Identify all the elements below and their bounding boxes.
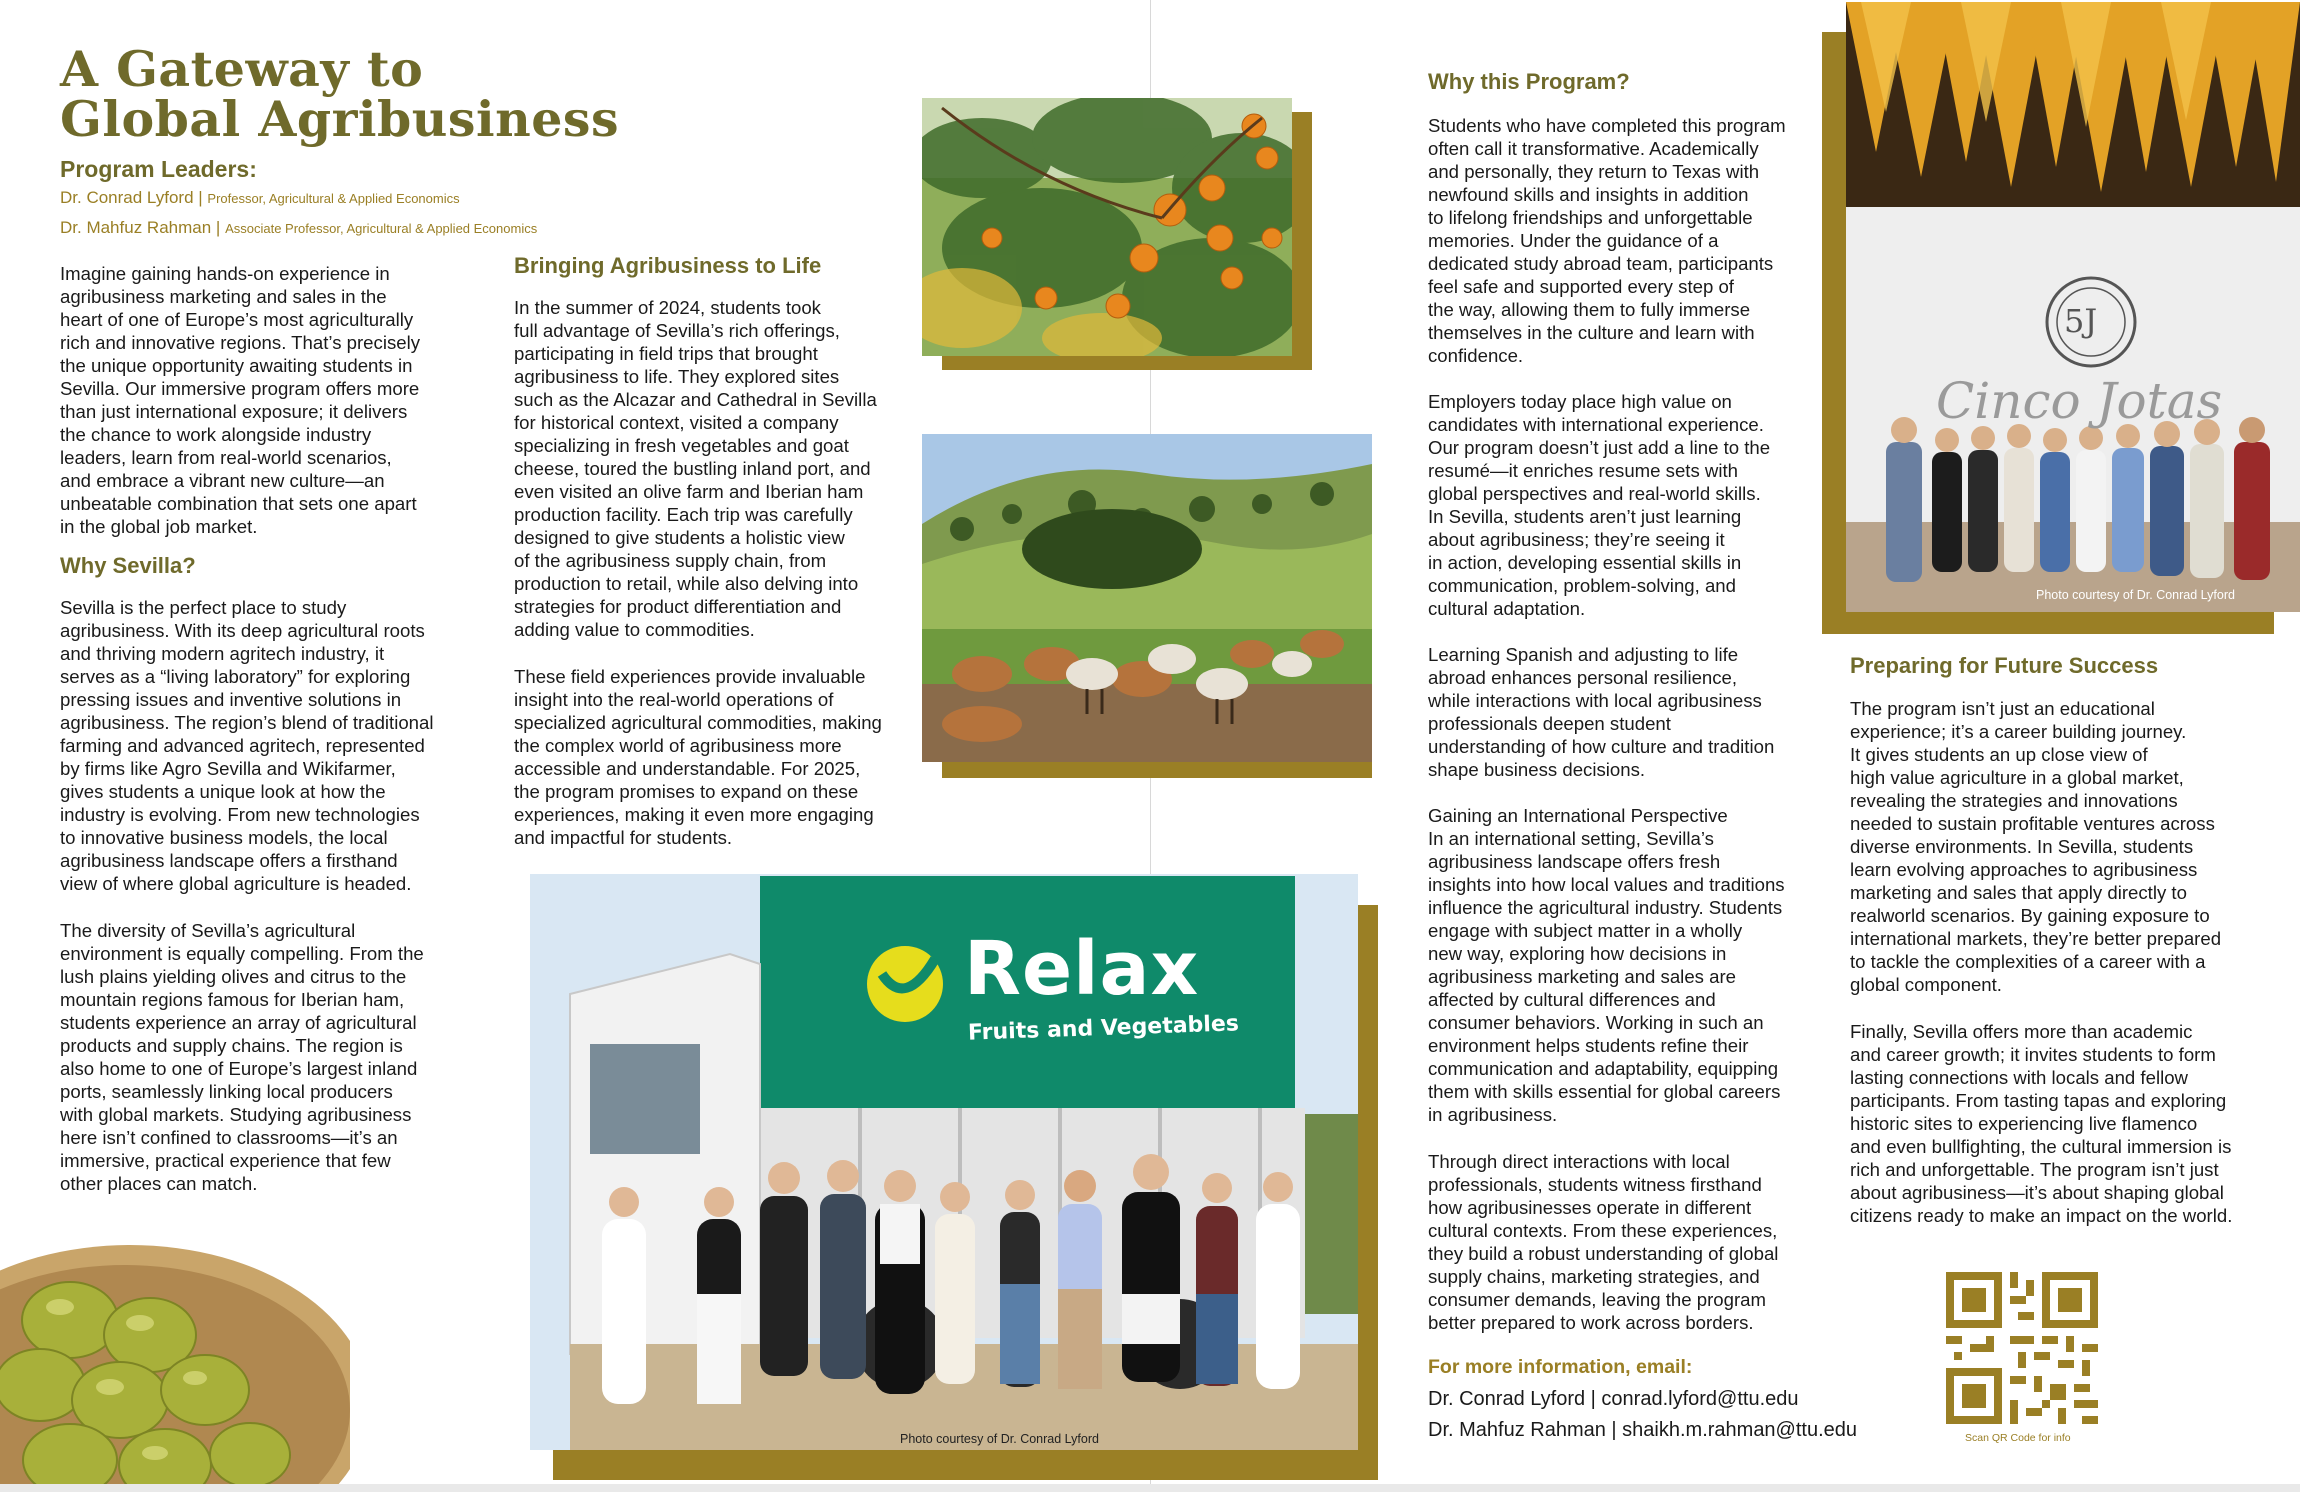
why-program-paragraph-5: Through direct interactions with local professionals, students witness firsthand how agribusinesses operate in different cultural contexts. From these experiences, they build a robust understanding of global supply chains, marketing strategies, and consumer demands, leaving the program better prepared to work across borders. (1428, 1151, 1779, 1333)
leader-sep: | (211, 218, 226, 237)
future-success-paragraph-1: The program isn’t just an educational experience; it’s a career building journey. It gives students an up close view of high value agriculture in a global market, revealing the strategies and innovations needed to sustain profitable ventures across diverse environments. In Sevilla, students learn evolving approaches to agribusiness marketing and sales that apply directly to realworld scenarios. By gaining exposure to international markets, they’re better prepared to tackle the complexities of a career with a global component. (1850, 698, 2222, 995)
leaders-heading: Program Leaders: (60, 156, 257, 182)
leader-role: Associate Professor, Agricultural & Applied Economics (225, 221, 538, 236)
truck-sub-text: Fruits and Vegetables (967, 1011, 1240, 1046)
title-line-2: Global Agribusiness (60, 90, 620, 148)
why-program-paragraph-4: Gaining an International Perspective In an international setting, Sevilla’s agribusiness landscape offers fresh insights into how local values and traditions influence the agricultural industry. Students engage with subject matter in a wholly new way, exploring how decisions in agribusiness marketing and sales are affected by cultural differences and consumer behaviors. Working in such an environment helps students refine their communication and adaptability, equipping them with skills essential for global careers in agribusiness. (1428, 805, 1785, 1125)
truck-photo-caption: Photo courtesy of Dr. Conrad Lyford (900, 1432, 1099, 1446)
why-program-paragraph-2: Employers today place high value on candidates with international experience. Our program doesn’t just add a line to the resumé—it enriches resume sets with global perspectives and real-world skills. In Sevilla, students aren’t just learning about agribusiness; they’re seeing it in action, developing essential skills in communication, problem-solving, and cultural adaptation. (1428, 391, 1771, 619)
orange-tree-photo (922, 98, 1292, 356)
student-group (530, 874, 1358, 1450)
page-bottom-strip (0, 1484, 2300, 1492)
title-line-1: A Gateway to (60, 40, 424, 98)
why-program-paragraph-3: Learning Spanish and adjusting to life abroad enhances personal resilience, while interactions with local agribusiness professionals deepen student understanding of how culture and tradition shape business decisions. (1428, 644, 1775, 780)
leader-role: Professor, Agricultural & Applied Economics (207, 191, 460, 206)
truck-group-photo (530, 874, 1358, 1450)
cinco-photo-caption: Photo courtesy of Dr. Conrad Lyford (2036, 588, 2235, 602)
why-sevilla-paragraph-1: Sevilla is the perfect place to study agribusiness. With its deep agricultural roots and thriving modern agritech industry, it serves as a “living laboratory” for exploring pressing issues and inventive solutions in agribusiness. The region’s blend of traditional farming and advanced agritech, represented by firms like Agro Sevilla and Wikifarmer, gives students a unique look at how the industry is evolving. From new technologies to innovative business models, the local agribusiness landscape offers a firsthand view of where global agriculture is headed. (60, 597, 434, 894)
leader-sep: | (193, 188, 208, 207)
bringing-agribusiness-heading: Bringing Agribusiness to Life (514, 253, 822, 278)
why-sevilla-paragraph-2: The diversity of Sevilla’s agricultural environment is equally compelling. From the lush plains yielding olives and citrus to the mountain regions famous for Iberian ham, students experience an array of agricultural products and supply chains. The region is also home to one of Europe’s largest inland ports, seamlessly linking local producers with global markets. Studying agribusiness here isn’t confined to classrooms—it’s an immersive, practical experience that few other places can match. (60, 920, 424, 1194)
leader-rahman (60, 218, 537, 238)
contact-heading: For more information, email: (1428, 1356, 1693, 1378)
goats-photo (922, 434, 1372, 762)
page-title (60, 40, 620, 148)
why-program-paragraph-1: Students who have completed this program often call it transformative. Academically and personally, they return to Texas with newfound skills and insights in addition to lifelong friendships and unforgettable memories. Under the guidance of a dedicated study abroad team, participants feel safe and supported every step of the way, allowing them to fully immerse themselves in the culture and learn with confidence. (1428, 115, 1786, 366)
contact-lyford[interactable]: Dr. Conrad Lyford | conrad.lyford@ttu.edu (1428, 1388, 1799, 1410)
future-success-heading: Preparing for Future Success (1850, 653, 2159, 678)
cinco-script-text: Cinco Jotas (1936, 372, 2223, 430)
cinco-logo-text: 5J (2064, 302, 2098, 340)
qr-code[interactable] (1946, 1272, 2098, 1424)
leader-name: Dr. Mahfuz Rahman (60, 218, 212, 237)
contact-rahman[interactable]: Dr. Mahfuz Rahman | shaikh.m.rahman@ttu.edu (1428, 1419, 1858, 1441)
why-sevilla-heading: Why Sevilla? (60, 553, 196, 578)
cinco-jotas-photo (1846, 2, 2300, 612)
bringing-paragraph-2: These field experiences provide invaluable insight into the real-world operations of specialized agricultural commodities, making the complex world of agribusiness more accessible and understandable. For 2025, the program promises to expand on these experiences, making it even more engaging and impactful for students. (514, 666, 882, 848)
olive-bowl-image (0, 1215, 350, 1485)
truck-brand-text: Relax (964, 926, 1200, 1012)
bringing-paragraph-1: In the summer of 2024, students took full advantage of Sevilla’s rich offerings, participating in field trips that brought agribusiness to life. They explored sites such as the Alcazar and Cathedral in Sevilla for historical context, visited a company specializing in fresh vegetables and goat cheese, toured the bustling inland port, and even visited an olive farm and Iberian ham production facility. Each trip was carefully designed to give students a holistic view of the agribusiness supply chain, from production to retail, while also delving into strategies for product differentiation and adding value to commodities. (514, 297, 877, 640)
leader-name: Dr. Conrad Lyford (60, 188, 194, 207)
qr-caption: Scan QR Code for info (1965, 1432, 2071, 1444)
future-success-paragraph-2: Finally, Sevilla offers more than academic and career growth; it invites students to form lasting connections with locals and fellow participants. From tasting tapas and exploring historic sites to experiencing live flamenco and even bullfighting, the cultural immersion is rich and unforgettable. The program isn’t just about agribusiness—it’s about shaping global citizens ready to make an impact on the world. (1850, 1021, 2233, 1226)
why-program-heading: Why this Program? (1428, 69, 1630, 94)
intro-paragraph: Imagine gaining hands-on experience in agribusiness marketing and sales in the heart of one of Europe’s most agriculturally rich and innovative regions. That’s precisely the unique opportunity awaiting students in Sevilla. Our immersive program offers more than just international exposure; it delivers the chance to work alongside industry leaders, learn from real-world scenarios, and embrace a vibrant new culture—an unbeatable combination that sets one apart in the global job market. (60, 263, 421, 537)
leader-lyford (60, 188, 460, 208)
